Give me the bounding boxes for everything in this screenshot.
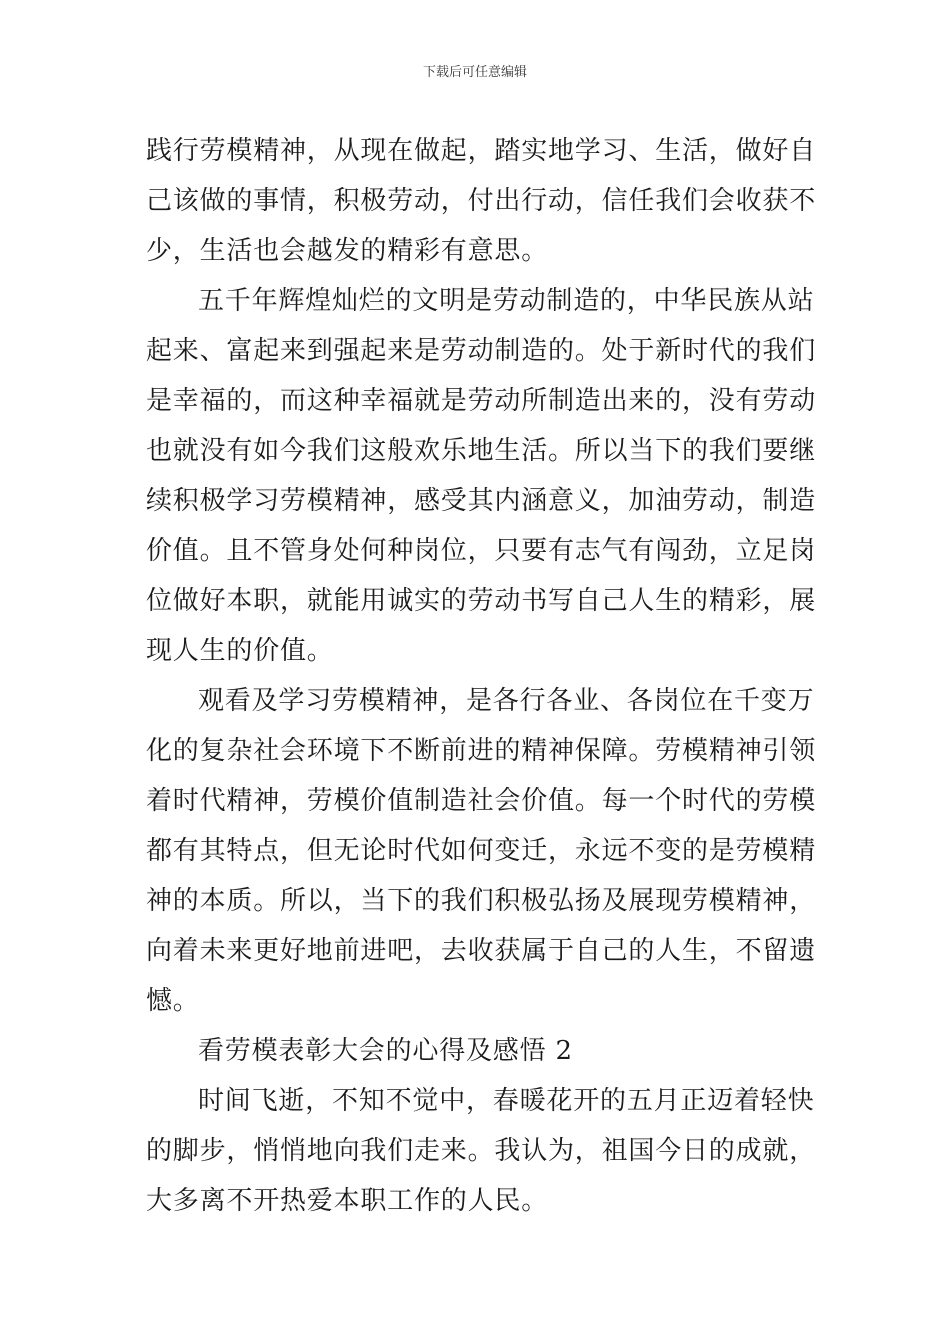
text-line: 续积极学习劳模精神，感受其内涵意义，加油劳动，制造 — [146, 486, 817, 516]
page-header: 下载后可任意编辑 — [422, 65, 527, 80]
text-line: 观看及学习劳模精神，是各行各业、各岗位在千变万 — [198, 686, 815, 716]
text-line: 起来、富起来到强起来是劳动制造的。处于新时代的我们 — [146, 336, 817, 366]
text-line: 价值。且不管身处何种岗位，只要有志气有闯劲，立足岗 — [146, 536, 817, 566]
text-line: 五千年辉煌灿烂的文明是劳动制造的，中华民族从站 — [198, 286, 815, 316]
text-line: 现人生的价值。 — [146, 636, 334, 666]
text-line: 大多离不开热爱本职工作的人民。 — [146, 1186, 549, 1216]
text-line: 向着未来更好地前进吧，去收获属于自己的人生，不留遗 — [146, 936, 817, 966]
text-line: 化的复杂社会环境下不断前进的精神保障。劳模精神引领 — [146, 736, 817, 766]
text-line: 时间飞逝，不知不觉中，春暖花开的五月正迈着轻快 — [198, 1086, 815, 1116]
text-line: 神的本质。所以，当下的我们积极弘扬及展现劳模精神， — [146, 886, 817, 916]
text-line: 着时代精神，劳模价值制造社会价值。每一个时代的劳模 — [146, 786, 817, 816]
text-line: 少，生活也会越发的精彩有意思。 — [146, 236, 549, 266]
text-line: 也就没有如今我们这般欢乐地生活。所以当下的我们要继 — [146, 436, 817, 466]
section-heading: 看劳模表彰大会的心得及感悟 2 — [198, 1036, 573, 1066]
text-line: 是幸福的，而这种幸福就是劳动所制造出来的，没有劳动 — [146, 386, 817, 416]
document-body — [146, 126, 817, 1226]
text-line: 憾。 — [146, 986, 200, 1016]
text-line: 位做好本职，就能用诚实的劳动书写自己人生的精彩，展 — [146, 586, 817, 616]
text-line: 践行劳模精神，从现在做起，踏实地学习、生活，做好自 — [146, 136, 817, 166]
text-line: 己该做的事情，积极劳动，付出行动，信任我们会收获不 — [146, 186, 817, 216]
text-line: 都有其特点，但无论时代如何变迁，永远不变的是劳模精 — [146, 836, 817, 866]
text-line: 的脚步，悄悄地向我们走来。我认为，祖国今日的成就， — [146, 1136, 817, 1166]
